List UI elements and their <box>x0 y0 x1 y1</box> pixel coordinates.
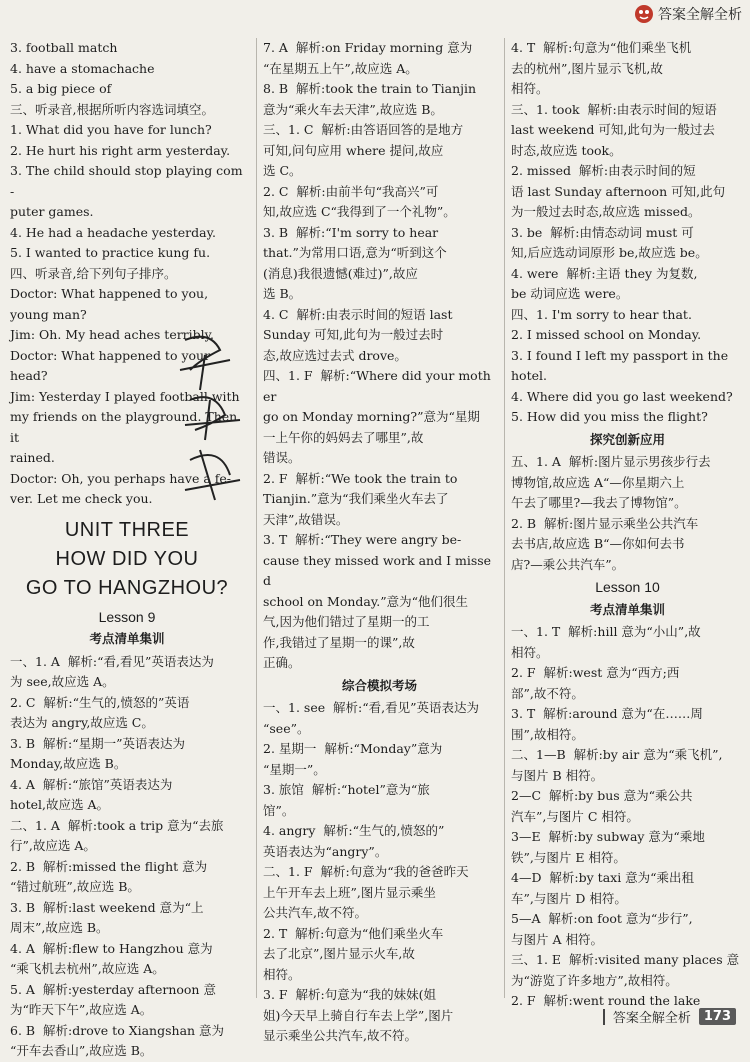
text-line: 3. football match <box>10 40 118 55</box>
text-line: head? <box>10 368 48 383</box>
text-line: Doctor: What happened to your <box>10 347 211 363</box>
brand-logo-icon <box>634 4 654 24</box>
text-line: 选 B。 <box>263 286 302 301</box>
section-heading-kaodian: 考点清单集训 <box>89 631 165 646</box>
text-line: 去了北京”,图片显示火车,故 <box>263 946 415 961</box>
text-line: 3—E 解析:by subway 意为“乘地 <box>511 829 705 844</box>
text-line: 为“游览了许多地方”,故相符。 <box>511 972 678 988</box>
text-line: 3. The child should stop playing com- <box>10 163 243 199</box>
text-line: 作,我错过了星期一的课”,故 <box>263 634 415 650</box>
text-line: 三、听录音,根据所听内容选词填空。 <box>10 101 214 117</box>
text-line: 2. missed 解析:由表示时间的短 <box>511 163 696 178</box>
text-line: 2. He hurt his right arm yesterday. <box>10 142 231 158</box>
column-right-answers-5 <box>511 452 744 575</box>
text-line: 3. F 解析:句意为“我的妹妹(姐 <box>263 987 436 1002</box>
text-line: “开车去香山”,故应选 B。 <box>10 1043 153 1058</box>
text-line: 相符。 <box>511 644 549 660</box>
text-line: 四、1. I'm sorry to hear that. <box>511 306 692 322</box>
text-line: 知,故应选 C“我得到了一个礼物”。 <box>263 204 456 219</box>
text-line: 2. C 解析:由前半句“我高兴”可 <box>263 183 439 199</box>
text-line: 2. 星期一 解析:“Monday”意为 <box>263 741 443 756</box>
text-line: 2. T 解析:句意为“他们乘坐火车 <box>263 925 444 941</box>
text-line: 相符。 <box>263 966 301 982</box>
text-line: 周末”,故应选 B。 <box>10 920 109 935</box>
text-line: Tianjin.”意为“我们乘坐火车去了 <box>263 491 449 506</box>
text-line: “错过航班”,故应选 B。 <box>10 879 140 894</box>
text-line: 5. A 解析:yesterday afternoon 意 <box>10 981 216 997</box>
text-line: 3. T 解析:around 意为“在……周 <box>511 706 703 721</box>
text-line: 一、1. A 解析:“看,看见”英语表达为 <box>10 653 214 669</box>
text-line: 铁”,与图片 E 相符。 <box>511 849 626 865</box>
text-line: 气,因为他们错过了星期一的工 <box>263 614 430 629</box>
text-line: 知,后应选动词原形 be,故应选 be。 <box>511 245 708 260</box>
column-left-lines <box>10 38 244 510</box>
text-line: 为一般过去时态,故应选 missed。 <box>511 204 701 219</box>
text-line: Monday,故应选 B。 <box>10 756 127 771</box>
text-line: 意为“乘火车去天津”,故应选 B。 <box>263 101 443 117</box>
text-line: puter games. <box>10 204 94 219</box>
text-line: 6. B 解析:drove to Xiangshan 意为 <box>10 1022 225 1038</box>
text-line: 为“昨天下午”,故应选 A。 <box>10 1002 153 1017</box>
text-line: 四、1. F 解析:“Where did your mother <box>263 368 491 404</box>
header-brand-text: 答案全解全析 <box>658 7 742 23</box>
text-line: 表达为 angry,故应选 C。 <box>10 715 154 730</box>
column-middle-answers <box>263 698 496 1047</box>
text-line: 4. A 解析:“旅馆”英语表达为 <box>10 776 173 792</box>
text-line: hotel,故应选 A。 <box>10 797 109 812</box>
text-line: 四、听录音,给下列句子排序。 <box>10 265 177 281</box>
text-line: 姐)今天早上骑自行车去上学”,图片 <box>263 1007 454 1023</box>
text-line: my friends on the playground. Then it <box>10 409 242 445</box>
page-number: 173 <box>699 1008 736 1025</box>
unit-title-line3: GO TO HANGZHOU? <box>25 576 229 599</box>
text-line: 2. F 解析:“We took the train to <box>263 470 458 486</box>
text-line: 5. a big piece of <box>10 81 112 96</box>
text-line: 行”,故应选 A。 <box>10 838 96 853</box>
text-line: 3. T 解析:“They were angry be- <box>263 532 462 547</box>
text-line: 围”,故相符。 <box>511 726 584 742</box>
text-line: 5. I wanted to practice kung fu. <box>10 245 211 260</box>
text-line: 3. B 解析:last weekend 意为“上 <box>10 899 204 915</box>
text-line: 一、1. see 解析:“看,看见”英语表达为 <box>263 700 480 715</box>
text-line: “在星期五上午”,故应选 A。 <box>263 60 418 76</box>
column-left-answers <box>10 652 244 1062</box>
text-line: go on Monday morning?”意为“星期 <box>263 409 480 424</box>
column-middle <box>256 38 496 1043</box>
text-line: 4. He had a headache yesterday. <box>10 224 216 240</box>
text-line: 4—D 解析:by taxi 意为“乘出租 <box>511 870 695 885</box>
text-line: Sunday 可知,此句为一般过去时 <box>263 327 444 342</box>
text-line: 3. be 解析:由情态动词 must 可 <box>511 224 694 240</box>
text-line: 五、1. A 解析:图片显示男孩步行去 <box>511 454 711 469</box>
text-line: 4. Where did you go last weekend? <box>511 388 733 404</box>
text-line: 显示乘坐公共汽车,故不符。 <box>263 1028 417 1043</box>
section-heading-zonghe: 综合模拟考场 <box>341 677 417 693</box>
text-line: 相符。 <box>511 81 549 96</box>
header-brand <box>634 2 742 26</box>
text-line: 1. What did you have for lunch? <box>10 122 212 137</box>
text-line: 博物馆,故应选 A“—你星期六上 <box>511 474 685 490</box>
text-line: last weekend 可知,此句为一般过去 <box>511 122 715 137</box>
text-line: 语 last Sunday afternoon 可知,此句 <box>511 183 726 199</box>
text-line: 车”,与图片 D 相符。 <box>511 890 627 906</box>
column-right-lines <box>511 38 744 428</box>
section-heading-tanjiu: 探究创新应用 <box>589 431 665 447</box>
text-line: 汽车”,与图片 C 相符。 <box>511 808 639 824</box>
text-line: 2. C 解析:“生气的,愤怒的”英语 <box>10 694 190 710</box>
column-right-answers-lesson10 <box>511 622 744 1012</box>
text-line: 与图片 B 相符。 <box>511 767 604 783</box>
text-line: cause they missed work and I missed <box>263 552 492 588</box>
column-left <box>10 38 244 1058</box>
text-line: 二、1. A 解析:took a trip 意为“去旅 <box>10 817 224 833</box>
text-line: 4. have a stomachache <box>10 60 155 76</box>
text-line: Jim: Oh. My head aches terribly. <box>10 327 215 342</box>
column-right <box>504 38 744 1008</box>
text-line: 选 C。 <box>263 163 302 178</box>
text-line: 时态,故应选 took。 <box>511 142 622 158</box>
text-line: rained. <box>10 450 55 465</box>
text-line: 天津”,故错误。 <box>263 511 349 527</box>
text-line: school on Monday.”意为“他们很生 <box>263 593 469 609</box>
lesson-9-heading: Lesson 9 <box>98 608 156 625</box>
text-line: 一上午你的妈妈去了哪里”,故 <box>263 429 424 445</box>
text-line: 4. A 解析:flew to Hangzhou 意为 <box>10 940 213 956</box>
text-line: 上午开车去上班”,图片显示乘坐 <box>263 884 436 900</box>
text-line: ver. Let me check you. <box>10 491 153 506</box>
unit-title-line1: UNIT THREE <box>64 518 190 541</box>
text-line: 一、1. T 解析:hill 意为“小山”,故 <box>511 624 701 639</box>
text-line: 7. A 解析:on Friday morning 意为 <box>263 40 473 55</box>
text-line: 与图片 A 相符。 <box>511 931 603 947</box>
footer-brand: 答案全解全析 <box>612 1011 691 1026</box>
footer <box>603 1007 736 1026</box>
text-line: 8. B 解析:took the train to Tianjin <box>263 81 477 96</box>
text-line: “see”。 <box>263 720 310 736</box>
text-line: 2. B 解析:图片显示乘坐公共汽车 <box>511 515 699 531</box>
text-line: 二、1—B 解析:by air 意为“乘飞机”, <box>511 747 723 762</box>
lesson-10-heading: Lesson 10 <box>595 579 660 595</box>
text-line: 3. B 解析:“星期一”英语表达为 <box>10 735 186 751</box>
text-line: 4. angry 解析:“生气的,愤怒的” <box>263 823 445 838</box>
text-line: 三、1. C 解析:由答语回答的是地方 <box>263 122 464 137</box>
text-line: 正确。 <box>263 655 301 670</box>
text-line: 2. I missed school on Monday. <box>511 327 702 342</box>
text-line: that.”为常用口语,意为“听到这个 <box>263 245 447 260</box>
text-line: 部”,故不符。 <box>511 685 584 701</box>
text-line: be 动词应选 were。 <box>511 286 629 301</box>
unit-title-line2: HOW DID YOU <box>55 547 199 570</box>
text-line: “星期一”。 <box>263 761 326 777</box>
text-line: young man? <box>10 306 87 322</box>
text-line: “乘飞机去杭州”,故应选 A。 <box>10 961 165 976</box>
text-line: 错误。 <box>263 450 301 465</box>
text-line: 店?—乘公共汽车”。 <box>511 556 625 572</box>
text-line: Jim: Yesterday I played football with <box>10 388 240 404</box>
text-line: 二、1. F 解析:句意为“我的爸爸昨天 <box>263 864 469 879</box>
text-line: 可知,问句应用 where 提问,故应 <box>263 142 444 158</box>
text-line: Doctor: Oh, you perhaps have a fe- <box>10 470 231 486</box>
text-line: 5. How did you miss the flight? <box>511 409 708 424</box>
footer-divider <box>603 1009 605 1025</box>
text-line: 4. T 解析:句意为“他们乘坐飞机 <box>511 40 692 55</box>
text-line: 态,故应选过去式 drove。 <box>263 347 407 363</box>
text-line: 3. 旅馆 解析:“hotel”意为“旅 <box>263 782 430 797</box>
text-line: 为 see,故应选 A。 <box>10 674 115 689</box>
text-line: 2. F 解析:went round the lake <box>511 993 701 1008</box>
text-line: 2. F 解析:west 意为“西方;西 <box>511 665 680 680</box>
text-line: 5—A 解析:on foot 意为“步行”, <box>511 911 693 926</box>
text-line: 4. were 解析:主语 they 为复数, <box>511 265 698 281</box>
text-line: 2—C 解析:by bus 意为“乘公共 <box>511 788 693 803</box>
text-line: Doctor: What happened to you, <box>10 286 209 301</box>
text-line: 去书店,故应选 B“—你如何去书 <box>511 536 685 551</box>
text-line: 去的杭州”,图片显示飞机,故 <box>511 60 663 76</box>
column-middle-lines <box>263 38 496 674</box>
text-line: 三、1. took 解析:由表示时间的短语 <box>511 101 717 117</box>
text-line: (消息)我很遗憾(难过)”,故应 <box>263 265 418 281</box>
text-line: 3. B 解析:“I'm sorry to hear <box>263 224 439 240</box>
text-line: 2. B 解析:missed the flight 意为 <box>10 858 208 874</box>
text-line: 英语表达为“angry”。 <box>263 843 388 859</box>
section-heading-kaodian-2: 考点清单集训 <box>589 601 665 617</box>
text-line: 4. C 解析:由表示时间的短语 last <box>263 306 453 322</box>
text-line: 午去了哪里?—我去了博物馆”。 <box>511 495 687 510</box>
text-line: 公共汽车,故不符。 <box>263 905 367 920</box>
text-line: 3. I found I left my passport in the <box>511 347 729 363</box>
text-line: 三、1. E 解析:visited many places 意 <box>511 952 740 967</box>
unit-title <box>10 516 244 603</box>
text-line: hotel. <box>511 368 547 383</box>
text-line: 馆”。 <box>263 802 295 818</box>
